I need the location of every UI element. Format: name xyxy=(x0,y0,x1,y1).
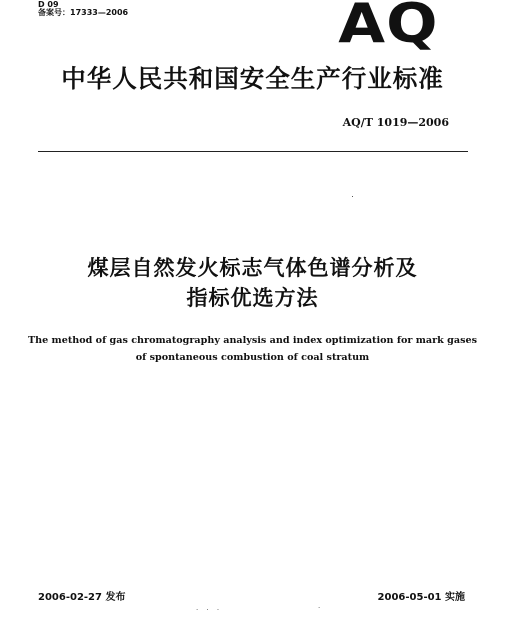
scan-speck xyxy=(352,196,353,197)
scan-dots: · · · xyxy=(196,606,223,614)
aq-logo: AQ xyxy=(338,0,439,55)
record-number: 备案号：17333—2006 xyxy=(38,8,129,17)
document-title-zh-line2: 指标优选方法 xyxy=(186,286,319,310)
standard-title: 中华人民共和国安全生产行业标准 xyxy=(61,64,444,93)
header-divider xyxy=(38,151,468,152)
classification-code: D 09 xyxy=(38,0,59,9)
scan-dots: · xyxy=(318,604,324,612)
issue-date: 2006-02-27 发布 xyxy=(38,592,126,603)
implement-date: 2006-05-01 实施 xyxy=(377,592,465,603)
document-title-zh-line1: 煤层自然发火标志气体色谱分析及 xyxy=(87,256,418,280)
standard-number: AQ/T 1019—2006 xyxy=(342,116,449,129)
document-title-en-line1: The method of gas chromatography analysis and index optimization for mark gases xyxy=(28,335,477,346)
document-title-en-line2: of spontaneous combustion of coal stratum xyxy=(135,352,370,363)
